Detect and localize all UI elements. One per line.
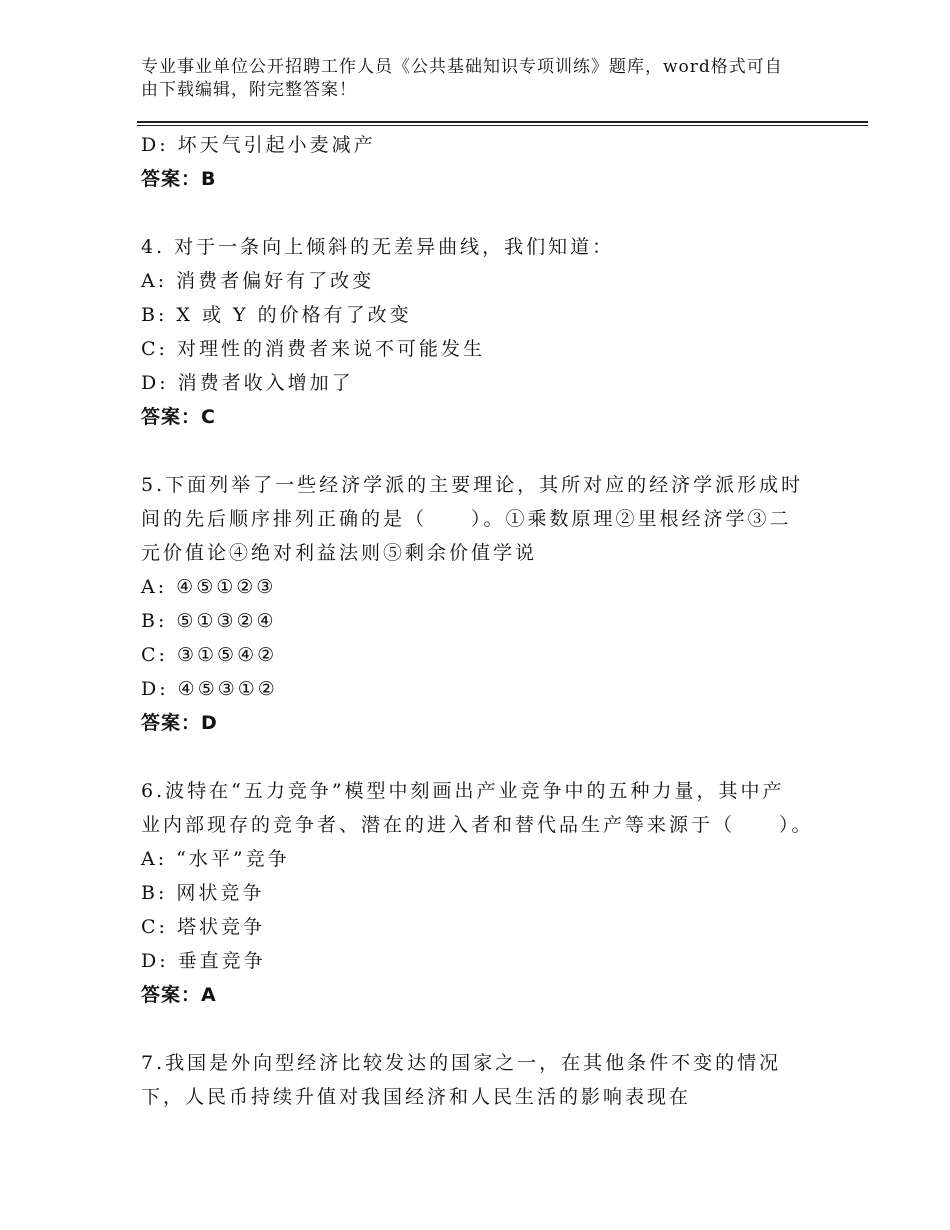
question-content	[141, 128, 821, 1114]
option-d: D: ④⑤③①②	[141, 678, 278, 700]
option-b: B: 网状竞争	[141, 882, 265, 904]
option-a: A: “水平”竞争	[141, 848, 290, 870]
question-6	[141, 774, 821, 1012]
question-stem-line-2: 间的先后顺序排列正确的是（ ）。①乘数原理②里根经济学③二	[141, 508, 792, 530]
answer: 答案：A	[141, 984, 217, 1006]
option-a: A: 消费者偏好有了改变	[141, 270, 375, 292]
question-stem-line-3: 元价值论④绝对利益法则⑤剩余价值学说	[141, 542, 538, 564]
page-header	[141, 56, 831, 102]
option-c: C: 塔状竞争	[141, 916, 265, 938]
question-stem-line-1: 7.我国是外向型经济比较发达的国家之一，在其他条件不变的情况	[141, 1052, 782, 1074]
question-3	[141, 128, 821, 196]
question-stem: 4. 对于一条向上倾斜的无差异曲线，我们知道：	[141, 236, 615, 258]
header-line-1: 专业事业单位公开招聘工作人员《公共基础知识专项训练》题库，word格式可自	[141, 57, 783, 77]
option-c: C: ③①⑤④②	[141, 644, 278, 666]
header-rule-thin	[137, 125, 868, 126]
answer: 答案：D	[141, 712, 218, 734]
question-stem-line-1: 5.下面列举了一些经济学派的主要理论，其所对应的经济学派形成时	[141, 474, 804, 496]
question-stem-line-2: 业内部现存的竞争者、潜在的进入者和替代品生产等来源于（ ）。	[141, 814, 814, 836]
question-4	[141, 230, 821, 434]
question-5	[141, 468, 821, 740]
option-d: D: 消费者收入增加了	[141, 372, 354, 394]
option-a: A: ④⑤①②③	[141, 576, 277, 598]
option-b: B: ⑤①③②④	[141, 610, 277, 632]
option-c: C: 对理性的消费者来说不可能发生	[141, 338, 485, 360]
option-b: B: X 或 Y 的价格有了改变	[141, 304, 412, 326]
header-line-2: 由下载编辑，附完整答案！	[141, 80, 357, 100]
option-d: D: 垂直竞争	[141, 950, 266, 972]
question-stem-line-1: 6.波特在“五力竞争”模型中刻画出产业竞争中的五种力量，其中产	[141, 780, 785, 802]
header-rule-thick	[137, 121, 868, 123]
answer: 答案：C	[141, 406, 216, 428]
question-7	[141, 1046, 821, 1114]
answer: 答案：B	[141, 168, 217, 190]
option-d: D: 坏天气引起小麦减产	[141, 134, 376, 156]
question-stem-line-2: 下，人民币持续升值对我国经济和人民生活的影响表现在	[141, 1086, 692, 1108]
